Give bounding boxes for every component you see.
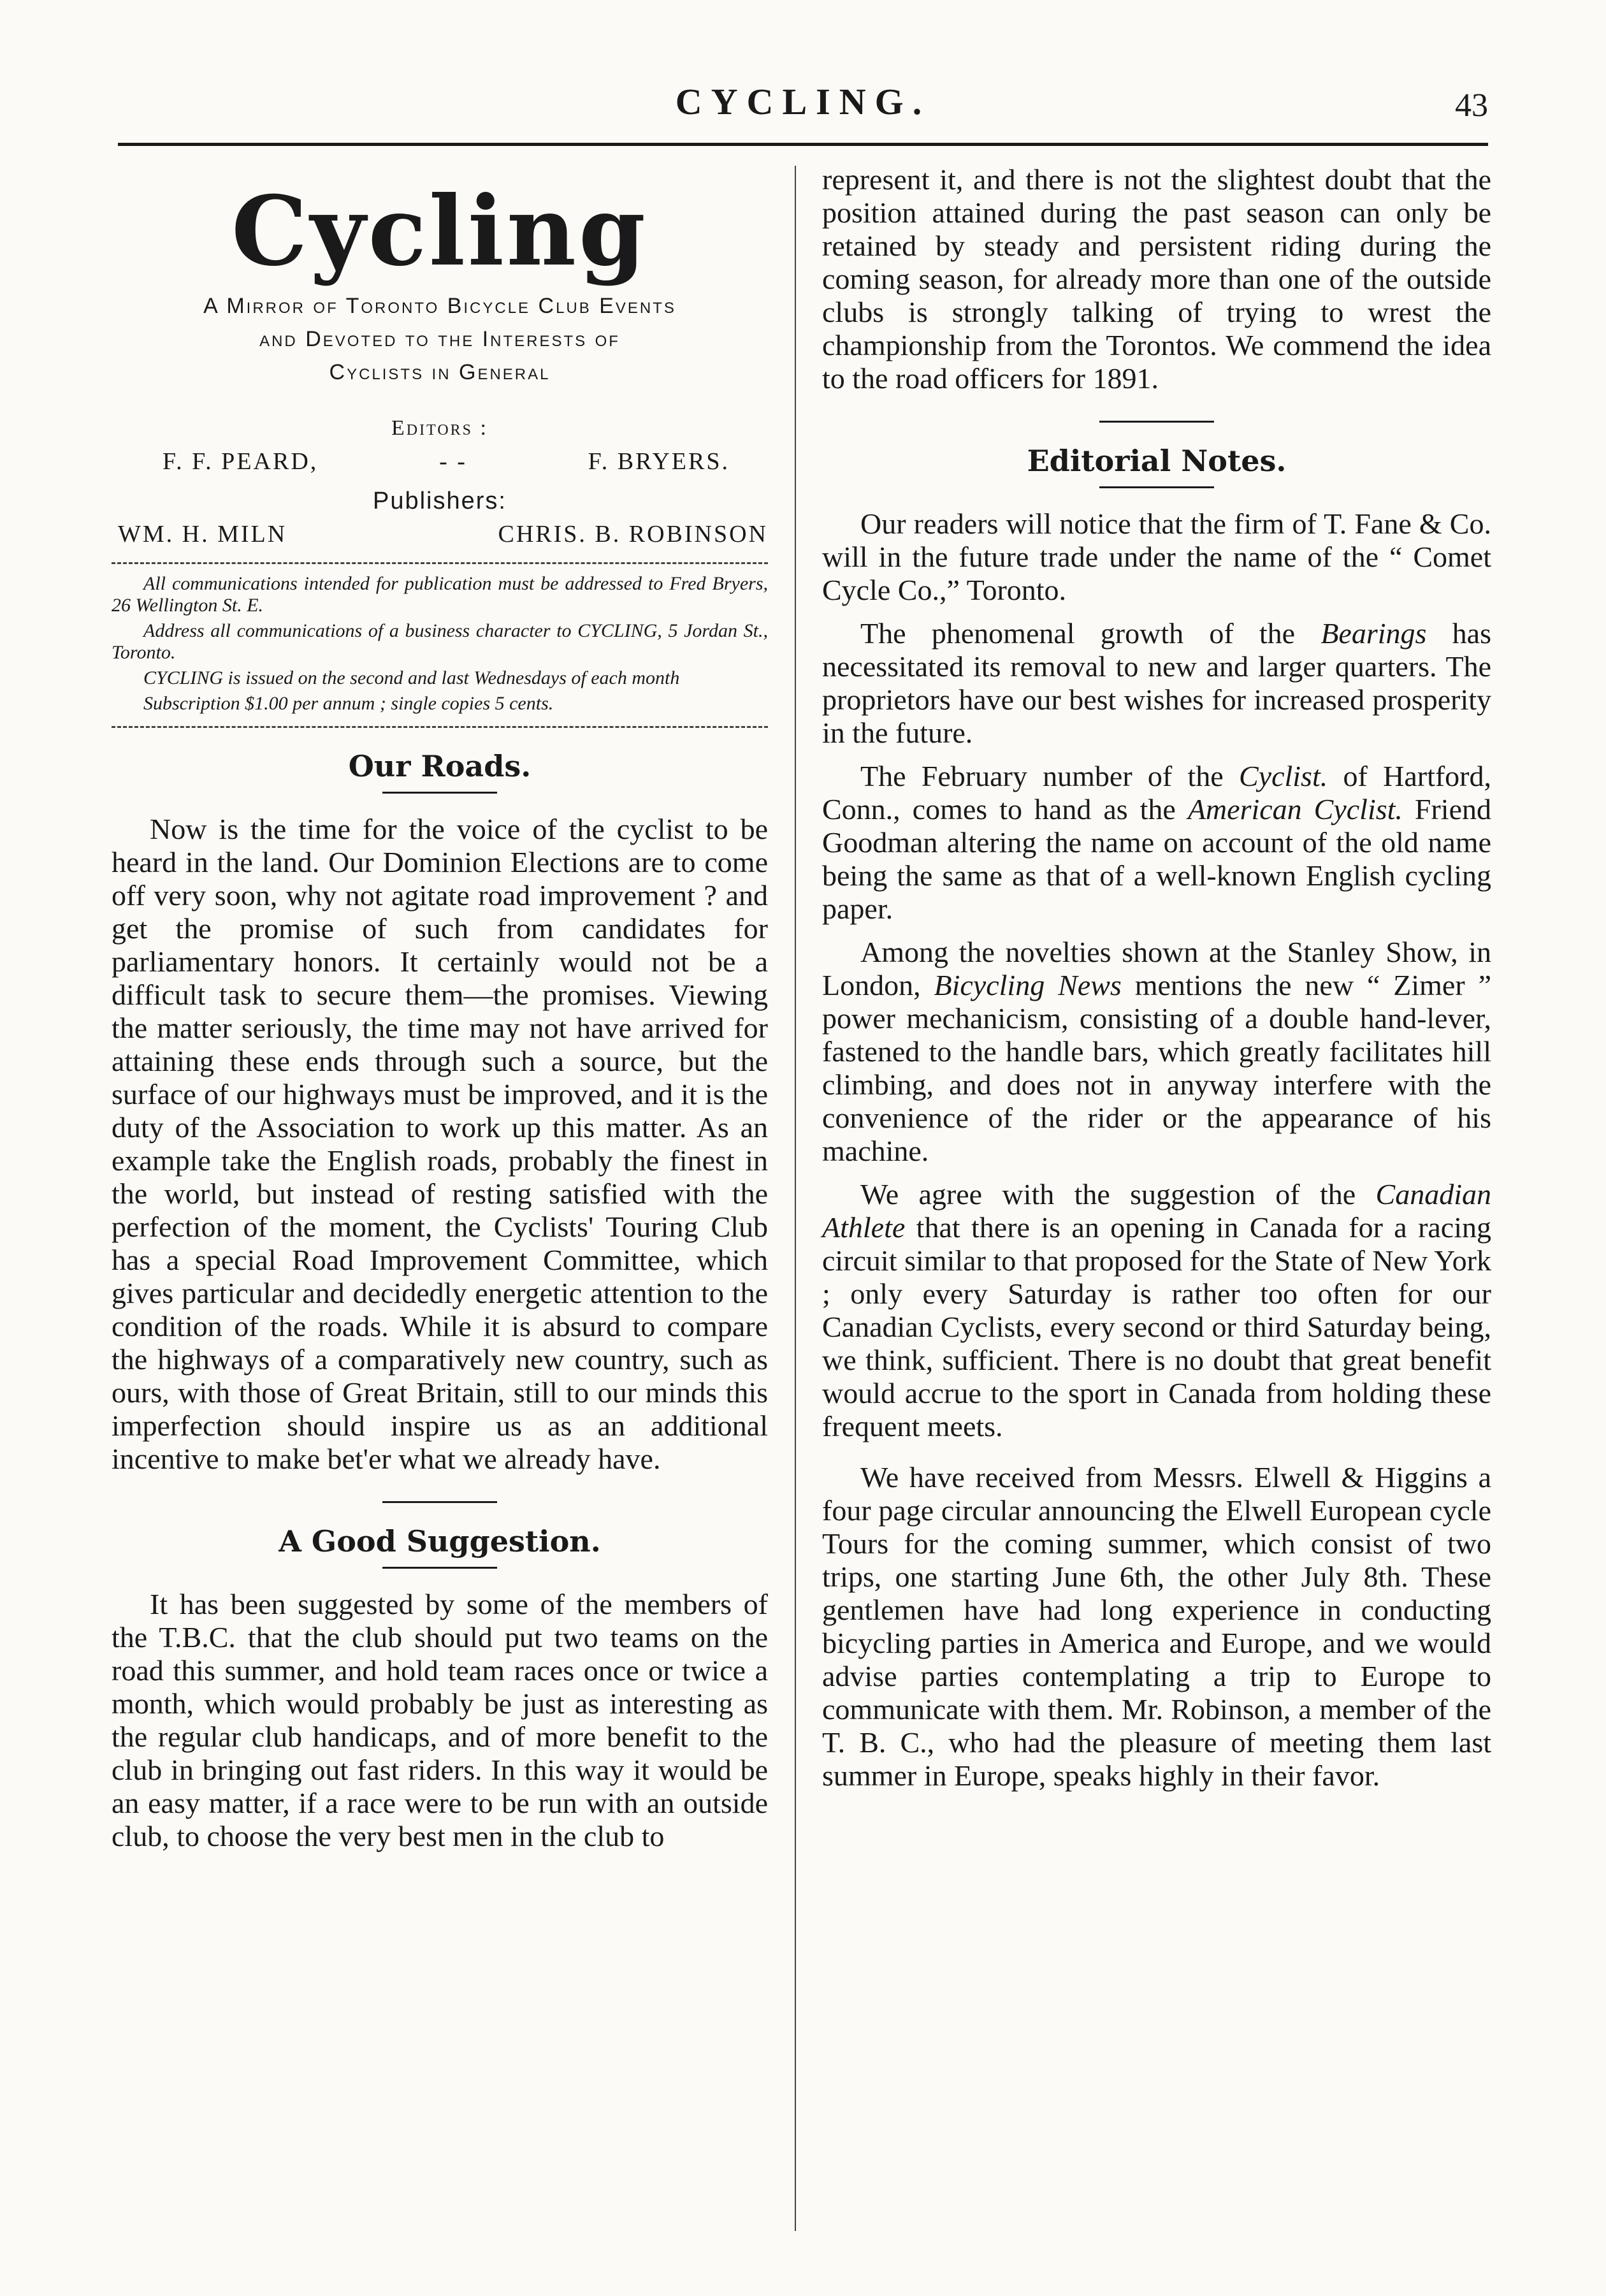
editorial-note: Among the novelties shown at the Stanley Show, in London, Bicycling News mentions the new “ Zimer ” power mechanicism, consisting of a double hand-lever, fastened to the handle bars, which greatly facilitates hill climbing, and does not in anyway interfere with the convenience of the rider or the appearance of his machine. xyxy=(822,936,1491,1167)
publisher-name: WM. H. MILN xyxy=(118,521,287,548)
header-rule xyxy=(118,143,1488,146)
notice-issue-schedule: CYCLING is issued on the second and last Wednesdays of each month xyxy=(143,667,680,688)
section-rule xyxy=(1099,421,1214,423)
publishers-row xyxy=(112,518,768,551)
article-paragraph-continued: represent it, and there is not the slightest doubt that the position attained during the past season can only be retained by steady and persistent riding during the coming season, for already more than one of the outside clubs is strongly talking of trying to wrest the championship from the Torontos. We commend the idea to the road officers for 1891. xyxy=(822,163,1491,395)
editor-name: F. BRYERS. xyxy=(588,448,730,475)
notice-business: Address all communications of a business character to CYCLING, 5 Jordan St., Toronto. xyxy=(112,620,768,663)
editors-row xyxy=(112,445,768,478)
editorial-note: The phenomenal growth of the Bearings has necessitated its removal to new and larger quarters. The proprietors have our best wishes for increased prosperity in the future. xyxy=(822,617,1491,749)
editor-name: F. F. PEARD, xyxy=(163,448,319,475)
section-rule xyxy=(382,1567,497,1569)
publishers-label: Publishers: xyxy=(373,488,507,514)
section-rule xyxy=(382,792,497,794)
section-rule xyxy=(1099,486,1214,488)
editorial-note: The February number of the Cyclist. of Hartford, Conn., comes to hand as the American Cyclist. Friend Goodman altering the name on account of the old name being the same as that of a well-known English cycling paper. xyxy=(822,760,1491,925)
editorial-note: Our readers will notice that the firm of T. Fane & Co. will in the future trade under the name of the “ Comet Cycle Co.,” Toronto. xyxy=(822,507,1491,606)
masthead-subtitle-line-3: Cyclists in General xyxy=(329,360,551,384)
column-divider xyxy=(795,166,796,2231)
editorial-note: We agree with the suggestion of the Canadian Athlete that there is an opening in Canada for a racing circuit similar to that proposed for the State of New York ; only every Saturday is rather too often for our Canadian Cyclists, every second or third Saturday being, we think, sufficient. There is no doubt that great benefit would accrue to the sport in Canada from holding these frequent meets. xyxy=(822,1178,1491,1442)
running-title: CYCLING. xyxy=(675,81,931,122)
editorial-note: We have received from Messrs. Elwell & Higgins a four page circular announcing the Elwell European cycle Tours for the coming summer, which consist of two trips, one starting June 6th, the other July 8th. These gentlemen have had long experience in conducting bicycling parties in America and Europe, and we would advise parties contemplating a trip to Europe to communicate with them. Mr. Robinson, a member of the T. B. C., who had the pleasure of meeting them last summer in Europe, speaks highly in their favor. xyxy=(822,1461,1491,1792)
masthead-subtitle-line-1: A Mirror of Toronto Bicycle Club Events xyxy=(203,294,676,318)
notice-subscription: Subscription $1.00 per annum ; single copies 5 cents. xyxy=(143,693,554,714)
section-heading-our-roads: Our Roads. xyxy=(348,749,532,783)
editors-label: Editors : xyxy=(391,416,488,440)
masthead-title: Cycling xyxy=(231,175,648,287)
article-paragraph: It has been suggested by some of the members of the T.B.C. that the club should put two teams on the road this summer, and hold team races once or twice a month, which would probably be just as interesting as the regular club handicaps, and of more benefit to the club in bringing out fast riders. In this way it would be an easy matter, if a race were to be run with an outside club, to choose the very best men in the club to xyxy=(112,1588,768,1852)
right-column xyxy=(822,163,1491,1803)
page-number: 43 xyxy=(1455,87,1488,124)
notice-rule-top xyxy=(112,562,768,564)
section-heading-editorial-notes: Editorial Notes. xyxy=(1027,444,1287,478)
notice-communications: All communications intended for publication must be addressed to Fred Bryers, 26 Wellington St. E. xyxy=(112,573,768,616)
section-rule xyxy=(382,1501,497,1503)
article-paragraph: Now is the time for the voice of the cyclist to be heard in the land. Our Dominion Elections are to come off very soon, why not agitate road improvement ? and get the promise of such from candidates for parliamentary honors. It certainly would not be a difficult task to secure them—the promises. Viewing the matter seriously, the time may not have arrived for attaining these ends through such a source, but the surface of our highways must be improved, and it is the duty of the Association to work up this matter. As an example take the English roads, probably the finest in the world, but instead of resting satisfied with the perfection of the moment, the Cyclists' Touring Club has a special Road Improvement Committee, which gives particular and decidedly energetic attention to the condition of the roads. While it is absurd to compare the highways of a comparatively new country, such as ours, with those of Great Britain, still to our minds this imperfection should inspire us as an additional incentive to make bet'er what we already have. xyxy=(112,813,768,1475)
masthead-subtitle-line-2: and Devoted to the Interests of xyxy=(259,327,620,351)
page-header xyxy=(118,75,1488,133)
publisher-name: CHRIS. B. ROBINSON xyxy=(498,521,768,548)
section-heading-good-suggestion: A Good Suggestion. xyxy=(279,1524,601,1559)
left-column xyxy=(112,163,768,1863)
editor-separator: - - xyxy=(439,448,467,475)
notice-rule-bottom xyxy=(112,726,768,728)
